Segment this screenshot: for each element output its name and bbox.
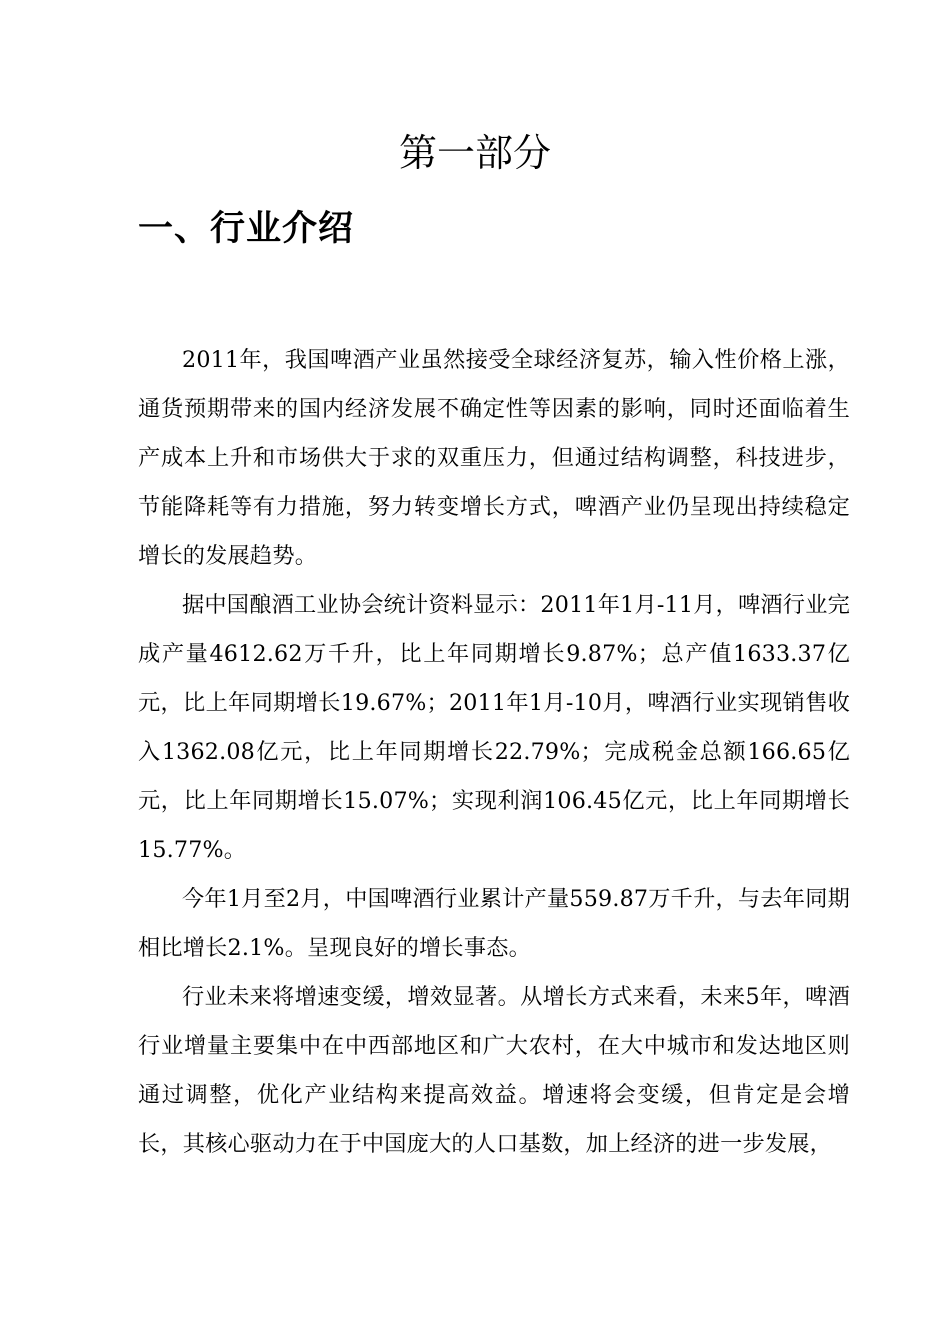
paragraph-outlook: 行业未来将增速变缓，增效显著。从增长方式来看，未来5年，啤酒行业增量主要集中在中西部地区和广大农村，在大中城市和发达地区则通过调整，优化产业结构来提高效益。增速将会变缓，但肯定是会增长，其核心驱动力在于中国庞大的人口基数，加上经济的进一步发展， [138,984,850,1157]
paragraph-recent-output: 今年1月至2月，中国啤酒行业累计产量559.87万千升，与去年同期相比增长2.1%。呈现良好的增长事态。 [138,886,850,961]
body-text [138,336,850,1169]
paragraph-intro: 2011年，我国啤酒产业虽然接受全球经济复苏，输入性价格上涨，通货预期带来的国内经济发展不确定性等因素的影响，同时还面临着生产成本上升和市场供大于求的双重压力，但通过结构调整，科技进步，节能降耗等有力措施，努力转变增长方式，啤酒产业仍呈现出持续稳定增长的发展趋势。 [138,347,850,569]
paragraph-statistics: 据中国酿酒工业协会统计资料显示：2011年1月-11月，啤酒行业完成产量4612.62万千升，比上年同期增长9.87%；总产值1633.37亿元，比上年同期增长19.67%；2011年1月-10月，啤酒行业实现销售收入1362.08亿元，比上年同期增长22.79%；完成税金总额166.65亿元，比上年同期增长15.07%；实现利润106.45亿元，比上年同期增长15.77%。 [138,592,850,863]
part-title: 第一部分 [398,131,551,175]
section-heading: 一、行业介绍 [138,209,355,249]
